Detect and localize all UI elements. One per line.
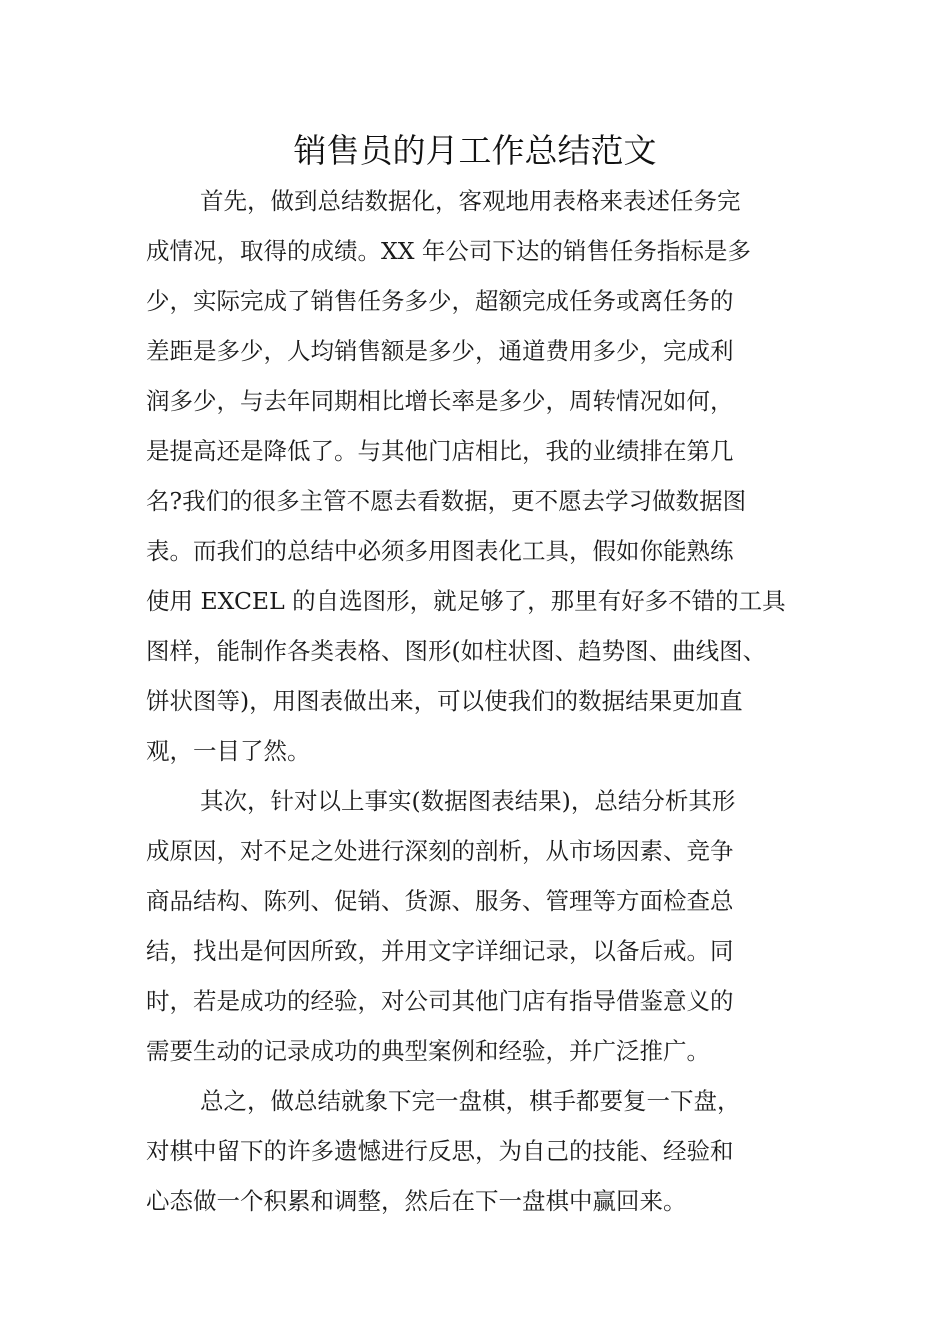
- paragraph-line: 表。而我们的总结中必须多用图表化工具，假如你能熟练: [146, 537, 734, 565]
- paragraph-line: 成情况，取得的成绩。XX 年公司下达的销售任务指标是多: [146, 237, 751, 265]
- paragraph-line: 少，实际完成了销售任务多少，超额完成任务或离任务的: [146, 287, 734, 315]
- paragraph-line: 使用 EXCEL 的自选图形，就足够了，那里有好多不错的工具: [146, 587, 786, 615]
- paragraph-line: 商品结构、陈列、促销、货源、服务、管理等方面检查总: [146, 887, 734, 915]
- paragraph-3: [146, 1076, 806, 1226]
- paragraph-1: [146, 176, 806, 776]
- paragraph-line: 润多少，与去年同期相比增长率是多少，周转情况如何，: [146, 387, 734, 415]
- paragraph-line: 需要生动的记录成功的典型案例和经验，并广泛推广。: [146, 1037, 710, 1065]
- paragraph-line: 饼状图等)，用图表做出来，可以使我们的数据结果更加直: [146, 687, 743, 715]
- paragraph-line: 观，一目了然。: [146, 737, 311, 765]
- paragraph-line: 心态做一个积累和调整，然后在下一盘棋中赢回来。: [146, 1187, 687, 1215]
- paragraph-2: [146, 776, 806, 1076]
- document-body: [146, 176, 806, 1226]
- paragraph-line: 成原因，对不足之处进行深刻的剖析，从市场因素、竞争: [146, 837, 734, 865]
- paragraph-line: 总之，做总结就象下完一盘棋，棋手都要复一下盘，: [200, 1087, 741, 1115]
- paragraph-line: 结，找出是何因所致，并用文字详细记录，以备后戒。同: [146, 937, 734, 965]
- document-title: 销售员的月工作总结范文: [293, 131, 657, 170]
- paragraph-line: 差距是多少，人均销售额是多少，通道费用多少，完成利: [146, 337, 734, 365]
- paragraph-line: 首先，做到总结数据化，客观地用表格来表述任务完: [200, 187, 741, 215]
- paragraph-line: 其次，针对以上事实(数据图表结果)，总结分析其形: [200, 787, 736, 815]
- paragraph-line: 对棋中留下的许多遗憾进行反思，为自己的技能、经验和: [146, 1137, 734, 1165]
- paragraph-line: 时，若是成功的经验，对公司其他门店有指导借鉴意义的: [146, 987, 734, 1015]
- paragraph-line: 名?我们的很多主管不愿去看数据，更不愿去学习做数据图: [146, 487, 747, 515]
- paragraph-line: 图样，能制作各类表格、图形(如柱状图、趋势图、曲线图、: [146, 637, 767, 665]
- paragraph-line: 是提高还是降低了。与其他门店相比，我的业绩排在第几: [146, 437, 734, 465]
